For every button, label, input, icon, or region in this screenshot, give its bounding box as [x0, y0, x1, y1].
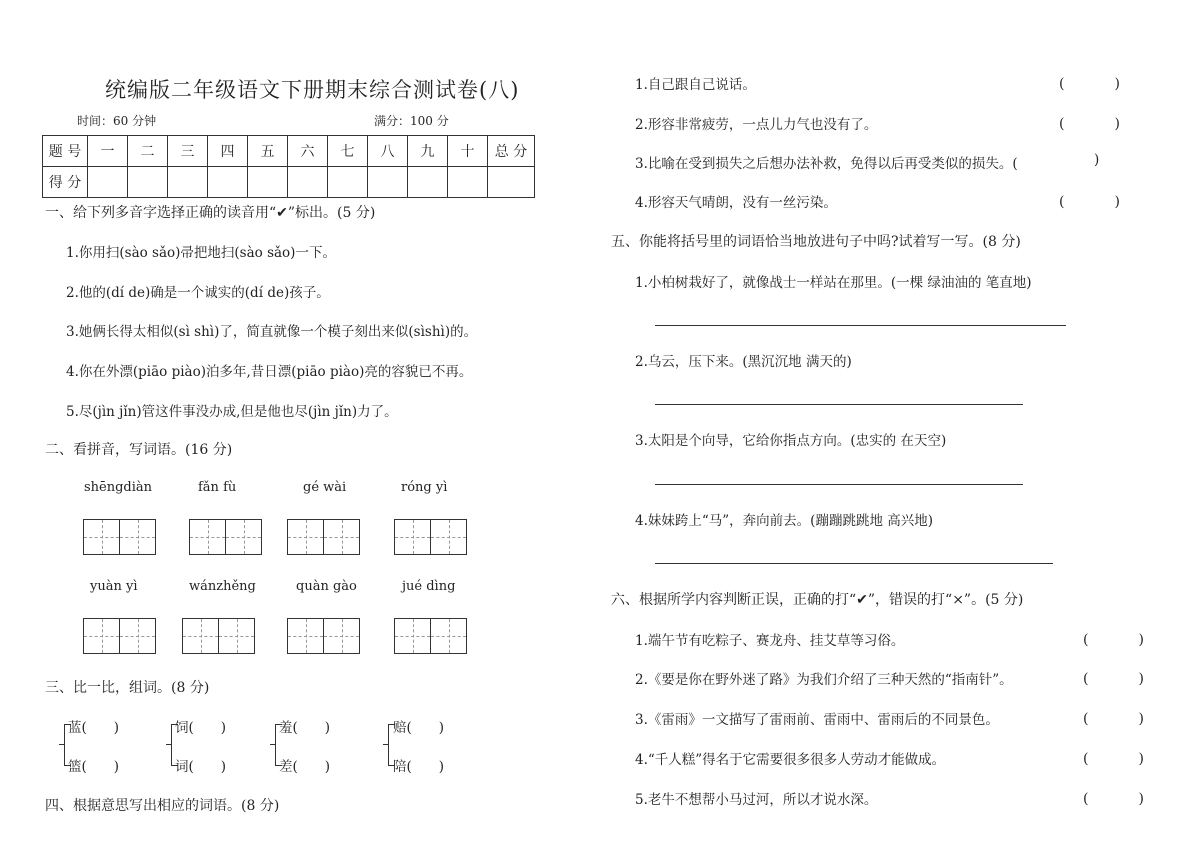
section5-item: 3.太阳是个向导，它给你指点方向。(忠实的 在天空) — [635, 433, 947, 449]
section1-heading: 一、给下列多音字选择正确的读音用“✔”标出。(5 分) — [45, 205, 376, 221]
pinyin-label: fǎn fù — [198, 480, 237, 495]
answer-paren[interactable]: ( ) — [1083, 751, 1162, 767]
writing-grid[interactable] — [394, 618, 467, 654]
answer-paren[interactable]: ( ) — [1083, 791, 1162, 807]
score-table-header: 二 — [128, 136, 168, 167]
answer-line[interactable] — [655, 325, 1066, 326]
score-cell[interactable] — [88, 167, 128, 198]
answer-paren[interactable]: ( ) — [1083, 711, 1162, 727]
compare-word: 篮( ) — [68, 759, 120, 775]
answer-paren-close[interactable]: ) — [1094, 152, 1100, 168]
score-table-header: 八 — [368, 136, 408, 167]
score-table-header-row — [43, 136, 535, 167]
answer-paren[interactable]: ( ) — [1059, 76, 1138, 92]
section5-item: 4.妹妹跨上“马”，奔向前去。(蹦蹦跳跳地 高兴地) — [635, 513, 934, 529]
section6-heading: 六、根据所学内容判断正误，正确的打“✔”，错误的打“×”。(5 分) — [611, 592, 1024, 608]
score-cell[interactable] — [208, 167, 248, 198]
section6-item: 1.端午节有吃粽子、赛龙舟、挂艾草等习俗。 — [635, 633, 905, 649]
writing-grid[interactable] — [182, 618, 255, 654]
score-table — [42, 135, 535, 198]
pinyin-label: shēngdiàn — [84, 480, 153, 495]
section1-item: 5.尽(jìn jǐn)管这件事没办成,但是他也尽(jìn jǐn)力了。 — [66, 404, 398, 420]
score-cell[interactable] — [128, 167, 168, 198]
section6-item: 2.《要是你在野外迷了路》为我们介绍了三种天然的“指南针”。 — [635, 672, 1013, 688]
section1-item: 1.你用扫(sào sǎo)帚把地扫(sào sǎo)一下。 — [66, 245, 336, 261]
pinyin-label: róng yì — [401, 480, 448, 495]
score-table-header: 题 号 — [43, 136, 88, 167]
answer-line[interactable] — [655, 404, 1023, 405]
section2-heading: 二、看拼音，写词语。(16 分) — [45, 442, 233, 458]
writing-grid[interactable] — [394, 519, 467, 555]
writing-grid[interactable] — [189, 519, 262, 555]
score-table-header: 四 — [208, 136, 248, 167]
score-cell[interactable] — [408, 167, 448, 198]
section4-item: 3.比喻在受到损失之后想办法补救，免得以后再受类似的损失。( — [635, 156, 1018, 172]
section6-item: 3.《雷雨》一文描写了雷雨前、雷雨中、雷雨后的不同景色。 — [635, 712, 999, 728]
answer-paren[interactable]: ( ) — [1059, 116, 1138, 132]
writing-grid[interactable] — [287, 618, 360, 654]
score-label: 满分：100 分 — [374, 114, 449, 128]
score-cell[interactable] — [368, 167, 408, 198]
score-cell[interactable] — [168, 167, 208, 198]
pinyin-label: gé wài — [303, 480, 347, 495]
section1-item: 3.她俩长得太相似(sì shì)了，简直就像一个模子刻出来似(sìshì)的。 — [66, 324, 478, 340]
section4-heading: 四、根据意思写出相应的词语。(8 分) — [45, 798, 280, 814]
writing-grid[interactable] — [83, 618, 156, 654]
score-cell[interactable] — [248, 167, 288, 198]
answer-paren[interactable]: ( ) — [1083, 632, 1162, 648]
section3-heading: 三、比一比，组词。(8 分) — [45, 680, 210, 696]
score-row-label: 得 分 — [43, 167, 88, 198]
compare-word: 蓝( ) — [68, 720, 120, 736]
section4-item: 1.自己跟自己说话。 — [635, 77, 756, 93]
section5-item: 1.小柏树栽好了，就像战士一样站在那里。(一棵 绿油油的 笔直地) — [635, 275, 1032, 291]
score-table-header: 六 — [288, 136, 328, 167]
writing-grid[interactable] — [83, 519, 156, 555]
compare-word: 差( ) — [279, 759, 331, 775]
pinyin-label: jué dìng — [402, 579, 456, 594]
score-cell[interactable] — [488, 167, 535, 198]
score-table-header: 总 分 — [488, 136, 535, 167]
answer-line[interactable] — [655, 484, 1023, 485]
compare-word: 赔( ) — [393, 720, 445, 736]
pinyin-label: yuàn yì — [90, 579, 138, 594]
section6-item: 4.“千人糕”得名于它需要很多很多人劳动才能做成。 — [635, 752, 946, 768]
pinyin-label: quàn gào — [296, 579, 357, 594]
score-cell[interactable] — [448, 167, 488, 198]
score-table-header: 五 — [248, 136, 288, 167]
time-label: 时间：60 分钟 — [77, 114, 157, 128]
section4-item: 4.形容天气晴朗，没有一丝污染。 — [635, 195, 837, 211]
section1-item: 2.他的(dí de)确是一个诚实的(dí de)孩子。 — [66, 285, 330, 301]
score-table-score-row — [43, 167, 535, 198]
compare-word: 羞( ) — [279, 720, 331, 736]
page-title: 统编版二年级语文下册期末综合测试卷(八) — [105, 78, 520, 102]
section4-item: 2.形容非常疲劳，一点儿力气也没有了。 — [635, 117, 878, 133]
compare-word: 饲( ) — [175, 720, 227, 736]
section6-item: 5.老牛不想帮小马过河，所以才说水深。 — [635, 792, 878, 808]
section5-heading: 五、你能将括号里的词语恰当地放进句子中吗?试着写一写。(8 分) — [611, 234, 1021, 250]
answer-paren[interactable]: ( ) — [1059, 194, 1138, 210]
writing-grid[interactable] — [287, 519, 360, 555]
compare-word: 词( ) — [175, 759, 227, 775]
score-cell[interactable] — [288, 167, 328, 198]
section1-item: 4.你在外漂(piāo piào)泊多年,昔日漂(piāo piào)亮的容貌已不再。 — [66, 364, 473, 380]
pinyin-label: wánzhěng — [189, 579, 256, 594]
score-table-header: 一 — [88, 136, 128, 167]
section5-item: 2.乌云，压下来。(黑沉沉地 满天的) — [635, 354, 852, 370]
compare-word: 陪( ) — [393, 759, 445, 775]
score-table-header: 七 — [328, 136, 368, 167]
answer-line[interactable] — [655, 563, 1053, 564]
score-cell[interactable] — [328, 167, 368, 198]
answer-paren[interactable]: ( ) — [1083, 671, 1162, 687]
score-table-header: 九 — [408, 136, 448, 167]
score-table-header: 三 — [168, 136, 208, 167]
score-table-header: 十 — [448, 136, 488, 167]
